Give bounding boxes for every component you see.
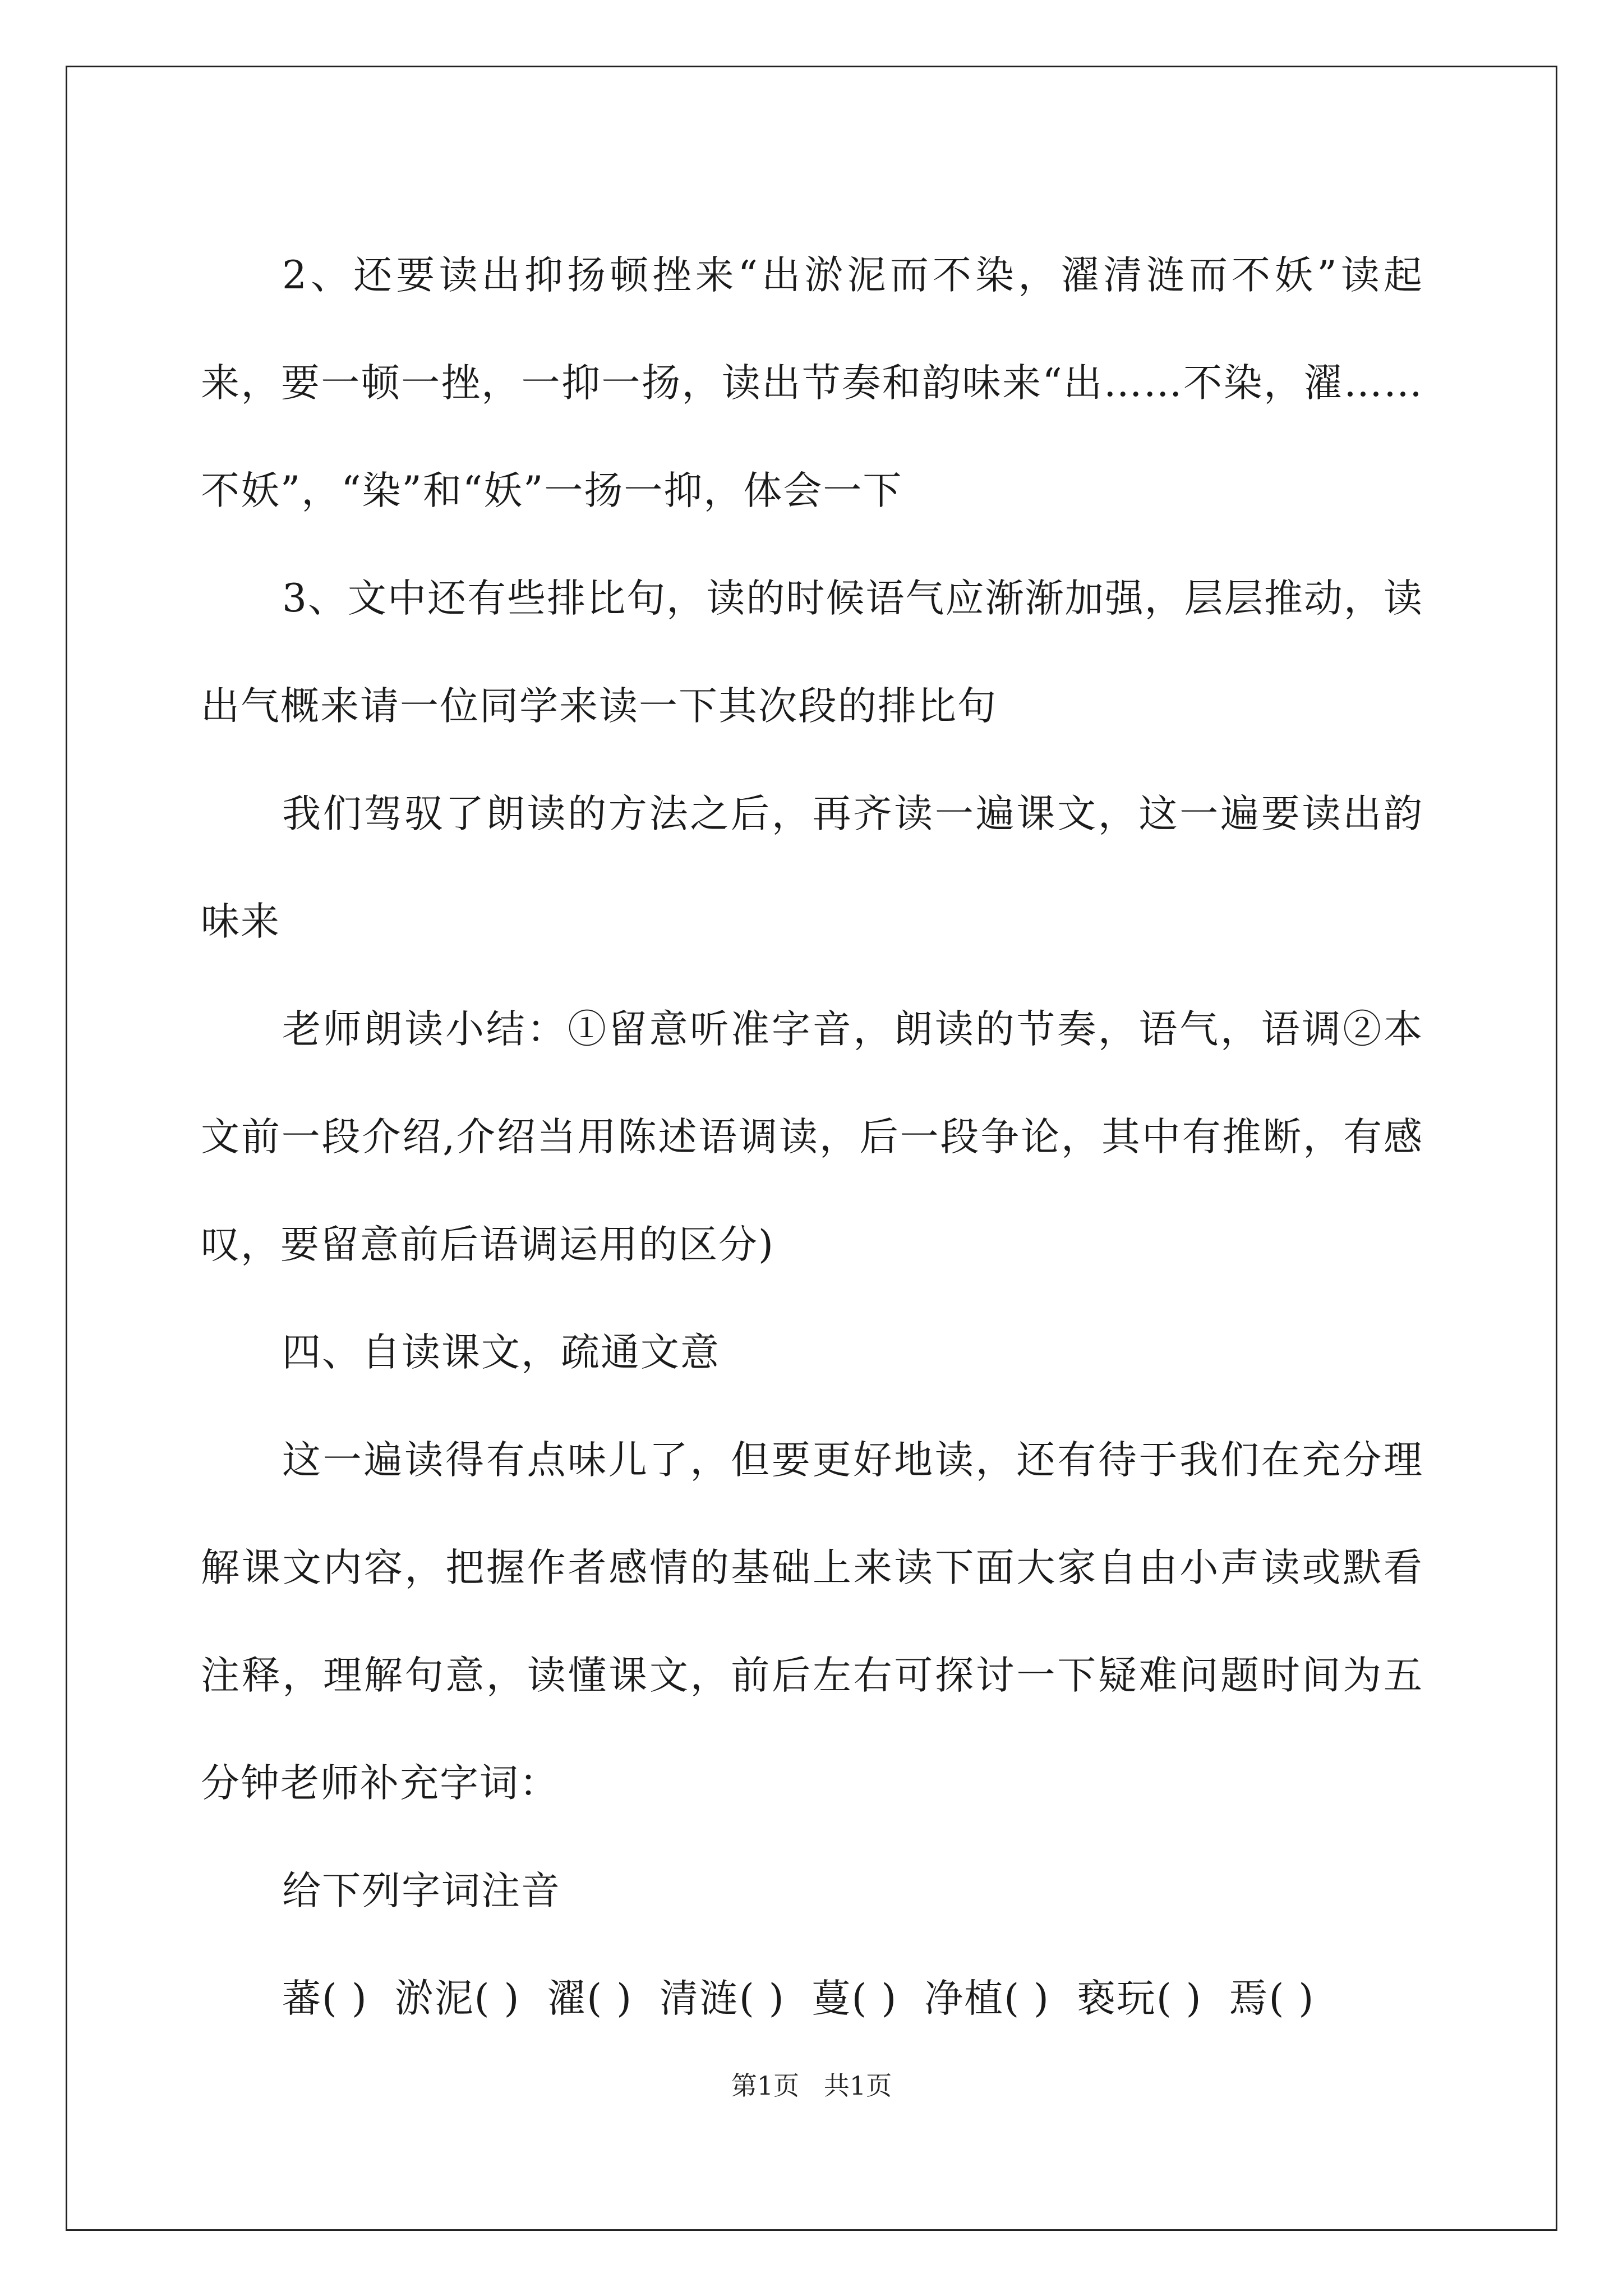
paragraph-parallel-sentences: 3、文中还有些排比句，读的时候语气应渐渐加强，层层推动，读出气概来请一位同学来读一下其次段的排比句: [201, 576, 1423, 729]
paragraph-read-again: 我们驾驭了朗读的方法之后，再齐读一遍课文，这一遍要读出韵味来: [201, 792, 1423, 944]
section-heading-self-reading: 四、自读课文，疏通文意: [282, 1330, 720, 1375]
paragraph-pinyin-blanks: 蕃( ) 淤泥( ) 濯( ) 清涟( ) 蔓( ) 净植( ) 亵玩( ) 焉( ): [282, 1976, 1315, 2021]
page-footer: 第1页 共1页: [731, 2070, 892, 2101]
paragraph-teacher-summary: 老师朗读小结：①留意听准字音，朗读的节奏，语气，语调②本文前一段介绍,介绍当用陈述语调读，后一段争论，其中有推断，有感叹，要留意前后语调运用的区分): [201, 1007, 1423, 1267]
document-body: [201, 222, 1423, 2053]
paragraph-understand-text: 这一遍读得有点味儿了，但要更好地读，还有待于我们在充分理解课文内容，把握作者感情的基础上来读下面大家自由小声读或默看注释，理解句意，读懂课文，前后左右可探讨一下疑难问题时间为五分钟老师补充字词：: [201, 1438, 1423, 1806]
paragraph-pinyin-instruction: 给下列字词注音: [282, 1869, 561, 1913]
paragraph-reading-rhythm: 2、还要读出抑扬顿挫来“出淤泥而不染，濯清涟而不妖”读起来，要一顿一挫，一抑一扬，读出节奏和韵味来“出……不染，濯……不妖”，“染”和“妖”一扬一抑，体会一下: [201, 253, 1423, 513]
